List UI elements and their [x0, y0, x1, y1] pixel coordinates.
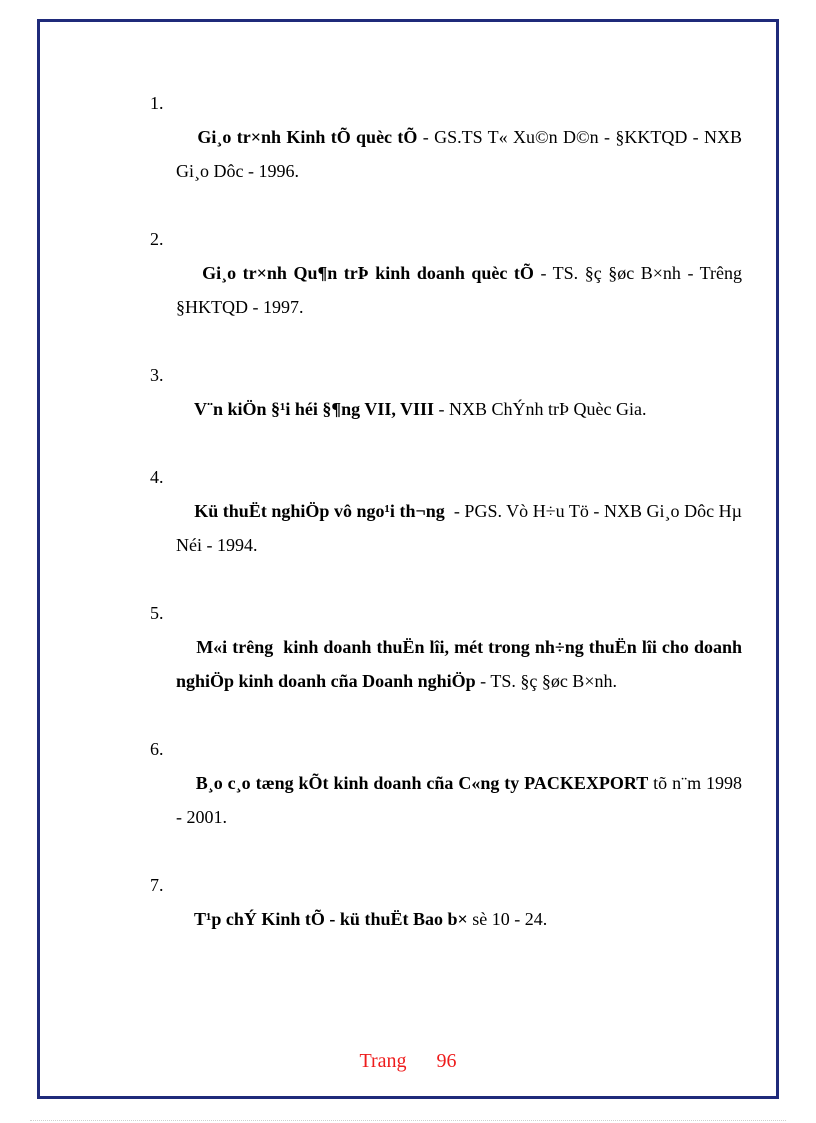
reference-title: V¨n kiÖn §¹i héi §¶ng VII, VIII — [194, 399, 435, 419]
reference-title: Kü thuËt nghiÖp vô ngo¹i th¬ng — [194, 501, 445, 521]
reference-title: B¸o c¸o tæng kÕt kinh doanh cña C«ng ty PACKEXPORT — [195, 773, 649, 793]
reference-item — [150, 596, 747, 732]
reference-number: 5. — [150, 603, 164, 623]
bottom-divider — [30, 1120, 786, 1121]
reference-title: Gi¸o tr×nh Kinh tÕ quèc tÕ — [197, 127, 418, 147]
reference-item — [150, 86, 747, 222]
reference-item — [150, 732, 747, 868]
reference-details: - PGS. Vò H÷u Tö - NXB Gi¸o Dôc Hµ Néi - 1994. — [176, 501, 747, 555]
reference-number: 1. — [150, 93, 164, 113]
reference-details: tõ n¨m 1998 - 2001. — [176, 773, 747, 827]
reference-item — [150, 868, 742, 970]
reference-details: - TS. §ç §øc B×nh. — [475, 671, 617, 691]
reference-details: sè 10 - 24. — [467, 909, 548, 929]
page-footer — [0, 1048, 816, 1074]
reference-number: 7. — [150, 875, 164, 895]
reference-item — [150, 460, 747, 596]
reference-details: - NXB ChÝnh trÞ Quèc Gia. — [434, 399, 647, 419]
footer-label: Trang — [359, 1050, 407, 1072]
reference-title: Gi¸o tr×nh Qu¶n trÞ kinh doanh quèc tÕ — [202, 263, 534, 283]
reference-number: 3. — [150, 365, 164, 385]
reference-list — [150, 86, 747, 970]
reference-details: - TS. §ç §øc B×nh - Trêng §HKTQD - 1997. — [176, 263, 747, 317]
reference-details: - GS.TS T« Xu©n D©n - §KKTQD - NXB Gi¸o Dôc - 1996. — [176, 127, 747, 181]
reference-number: 6. — [150, 739, 164, 759]
reference-title: M«i trêng kinh doanh thuËn lîi, mét trong nh÷ng thuËn lîi cho doanh nghiÖp kinh doanh cña Doanh nghiÖp — [176, 637, 747, 691]
reference-title: T¹p chÝ Kinh tÕ - kü thuËt Bao b× — [194, 909, 468, 929]
reference-number: 2. — [150, 229, 164, 249]
reference-number: 4. — [150, 467, 164, 487]
page-number: 96 — [436, 1050, 457, 1072]
reference-item — [150, 358, 742, 460]
reference-item — [150, 222, 747, 358]
